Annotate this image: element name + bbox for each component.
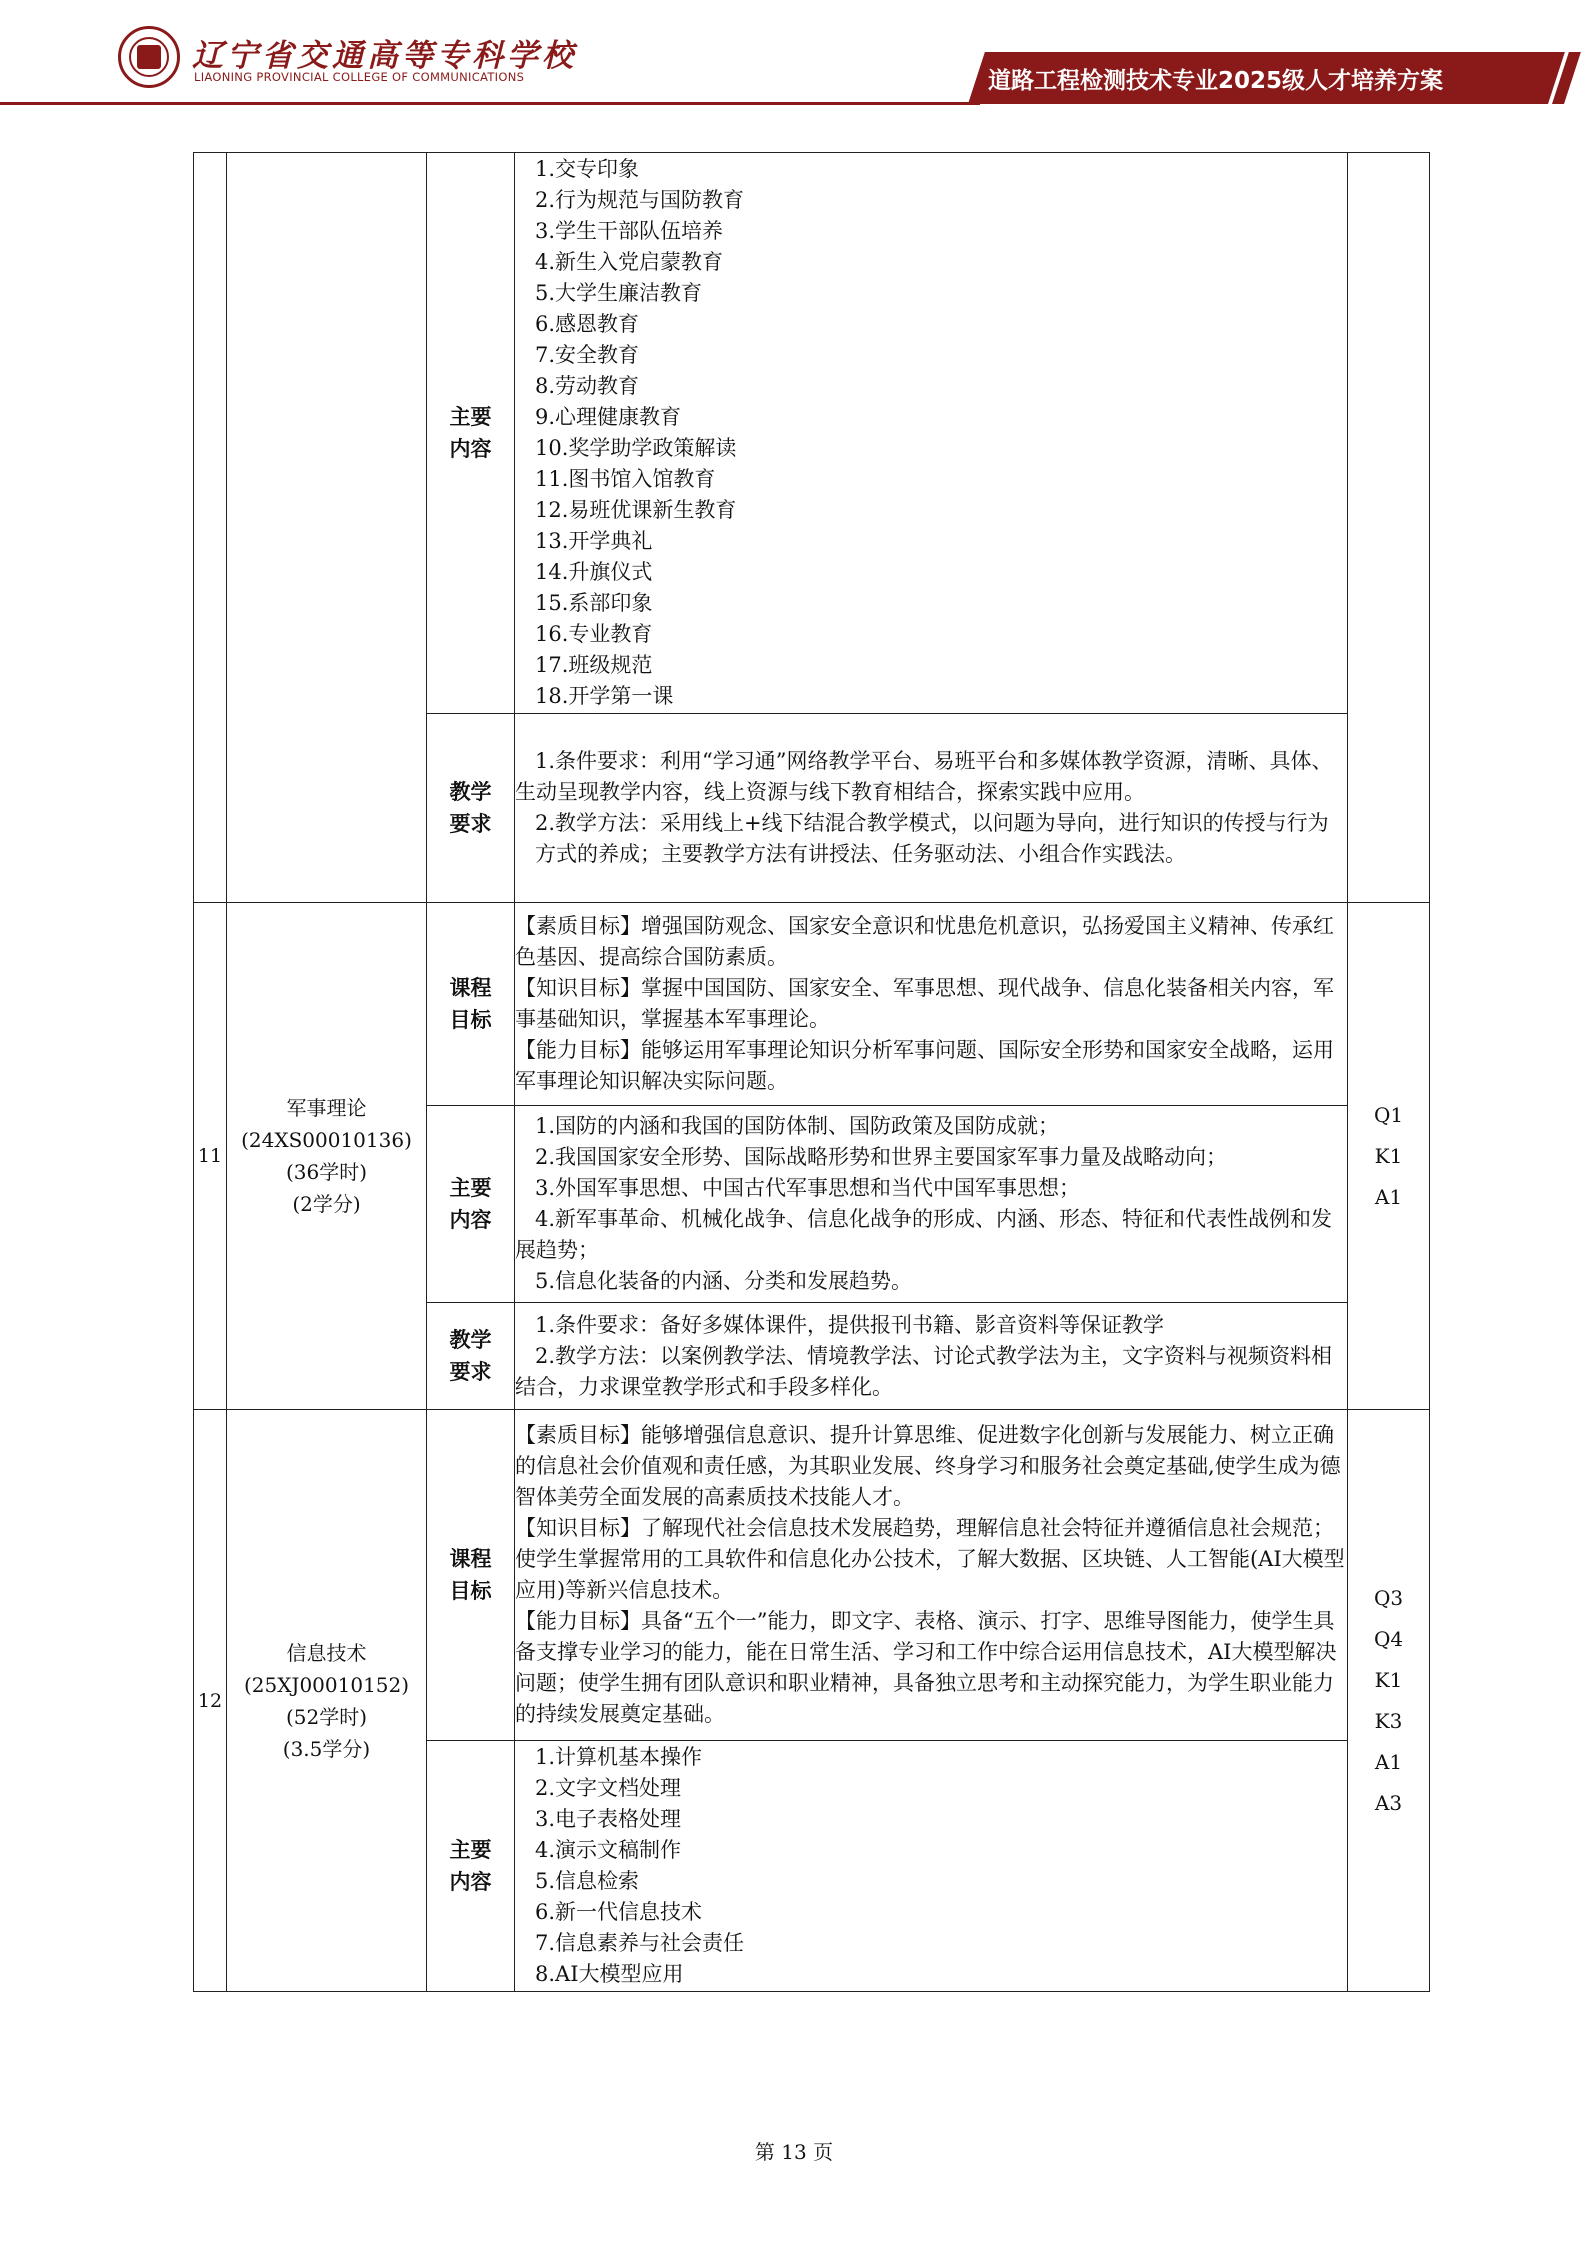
requirement-paragraph: 1.条件要求：利用“学习通”网络教学平台、易班平台和多媒体教学资源，清晰、具体、生动呈现教学内容，线上资源与线下教育相结合，探索实践中应用。: [515, 749, 1333, 804]
list-item: 17.班级规范: [535, 653, 653, 677]
list-item: 3.学生干部队伍培养: [535, 219, 724, 243]
goal-text: [515, 1410, 1348, 1741]
ability-code: Q3: [1373, 1585, 1404, 1610]
table-row: [194, 903, 1430, 1106]
list-item: 5.信息化装备的内涵、分类和发展趋势。: [535, 1269, 913, 1293]
content-label: 主要 内容: [427, 153, 515, 714]
school-name-en: LIAONING PROVINCIAL COLLEGE OF COMMUNICATIONS: [194, 70, 525, 84]
page-header: [0, 0, 1588, 110]
course-number: 12: [194, 1410, 227, 1992]
course-number: 11: [194, 903, 227, 1410]
list-item: 14.升旗仪式: [535, 560, 653, 584]
ability-codes: [1348, 1410, 1430, 1992]
requirement-paragraph: 2.教学方法：以案例教学法、情境教学法、讨论式教学法为主，文字资料与视频资料相结合，力求课堂教学形式和手段多样化。: [515, 1343, 1333, 1399]
codes-cell: [1348, 153, 1430, 903]
ability-code: K3: [1374, 1708, 1403, 1733]
ability-code: Q1: [1373, 1102, 1404, 1127]
goal-label: 课程 目标: [427, 1410, 515, 1741]
requirement-text: [515, 714, 1348, 903]
course-hours: (52学时): [285, 1704, 368, 1729]
list-item: 2.行为规范与国防教育: [535, 188, 745, 212]
curriculum-table: [193, 152, 1430, 1992]
course-info: [227, 1410, 427, 1992]
header-rule: [0, 102, 980, 105]
page-number: 第 13 页: [754, 2140, 834, 2164]
goal-paragraph: 【能力目标】能够运用军事理论知识分析军事问题、国际安全形势和国家安全战略，运用军事理论知识解决实际问题。: [515, 1038, 1334, 1093]
content-label: 主要 内容: [427, 1106, 515, 1303]
list-item: 8.劳动教育: [535, 374, 640, 398]
list-item: 3.电子表格处理: [535, 1807, 682, 1831]
course-credits: (2学分): [292, 1192, 361, 1216]
ability-code: A1: [1374, 1749, 1403, 1774]
list-item: 2.我国国家安全形势、国际战略形势和世界主要国家军事力量及战略动向；: [535, 1145, 1228, 1169]
list-item: 1.计算机基本操作: [535, 1745, 703, 1769]
ability-code: K1: [1374, 1143, 1403, 1168]
list-item: 9.心理健康教育: [535, 405, 682, 429]
list-item: 5.大学生廉洁教育: [535, 281, 703, 305]
list-item: 13.开学典礼: [535, 529, 653, 553]
requirement-paragraph: 2.教学方法：采用线上+线下结混合教学模式，以问题为导向，进行知识的传授与行为方式的养成；主要教学方法有讲授法、任务驱动法、小组合作实践法。: [535, 811, 1329, 866]
goal-label: 课程 目标: [427, 903, 515, 1106]
list-item: 3.外国军事思想、中国古代军事思想和当代中国军事思想；: [535, 1176, 1081, 1200]
ability-code: Q4: [1373, 1626, 1404, 1651]
table-row: [194, 153, 1430, 714]
school-name-cn: 辽宁省交通高等专科学校: [192, 38, 577, 74]
list-item: 4.新生入党启蒙教育: [535, 250, 724, 274]
course-name: 军事理论: [286, 1096, 367, 1120]
course-code: (24XS00010136): [241, 1128, 412, 1152]
list-item: 2.文字文档处理: [535, 1776, 682, 1800]
content-list: [515, 153, 1348, 714]
content-list: [515, 1106, 1348, 1303]
list-item: 7.信息素养与社会责任: [535, 1931, 745, 1955]
list-item: 1.交专印象: [535, 157, 640, 181]
list-item: 1.国防的内涵和我国的国防体制、国防政策及国防成就；: [535, 1114, 1060, 1138]
course-hours: (36学时): [285, 1160, 368, 1184]
ability-code: A3: [1374, 1790, 1403, 1815]
list-item: 11.图书馆入馆教育: [535, 467, 716, 491]
table-row: [194, 1410, 1430, 1741]
list-item: 12.易班优课新生教育: [535, 498, 737, 522]
list-item: 8.AI大模型应用: [535, 1962, 684, 1986]
requirement-label: 教学 要求: [427, 714, 515, 903]
course-code: (25XJ00010152): [243, 1672, 410, 1697]
course-cell: [227, 153, 427, 903]
num-cell: [194, 153, 227, 903]
list-item: 18.开学第一课: [535, 684, 674, 708]
list-item: 4.演示文稿制作: [535, 1838, 682, 1862]
course-info: [227, 903, 427, 1410]
goal-text: [515, 903, 1348, 1106]
requirement-label: 教学 要求: [427, 1303, 515, 1410]
content-list: [515, 1741, 1348, 1992]
goal-paragraph: 【知识目标】了解现代社会信息技术发展趋势，理解信息社会特征并遵循信息社会规范；使学生掌握常用的工具软件和信息化办公技术，了解大数据、区块链、人工智能(AI大模型应用)等新兴信息技术。: [515, 1516, 1345, 1602]
list-item: 4.新军事革命、机械化战争、信息化战争的形成、内涵、形态、特征和代表性战例和发展趋势；: [515, 1207, 1333, 1262]
ability-codes: [1348, 903, 1430, 1410]
ability-code: A1: [1374, 1184, 1403, 1209]
list-item: 15.系部印象: [535, 591, 653, 615]
course-credits: (3.5学分): [282, 1736, 371, 1761]
list-item: 16.专业教育: [535, 622, 653, 646]
document-title: 道路工程检测技术专业2025级人才培养方案: [988, 68, 1444, 94]
list-item: 5.信息检索: [535, 1869, 640, 1893]
goal-paragraph: 【素质目标】增强国防观念、国家安全意识和忧患危机意识，弘扬爱国主义精神、传承红色基因、提高综合国防素质。: [515, 914, 1334, 969]
ability-code: K1: [1374, 1667, 1403, 1692]
goal-paragraph: 【素质目标】能够增强信息意识、提升计算思维、促进数字化创新与发展能力、树立正确的信息社会价值观和责任感，为其职业发展、终身学习和服务社会奠定基础,使学生成为德智体美劳全面发展的高素质技术技能人才。: [515, 1423, 1341, 1509]
list-item: 10.奖学助学政策解读: [535, 436, 737, 460]
course-name: 信息技术: [286, 1640, 367, 1665]
list-item: 6.感恩教育: [535, 312, 640, 336]
goal-paragraph: 【知识目标】掌握中国国防、国家安全、军事思想、现代战争、信息化装备相关内容，军事基础知识，掌握基本军事理论。: [515, 976, 1334, 1031]
list-item: 6.新一代信息技术: [535, 1900, 703, 1924]
list-item: 7.安全教育: [535, 343, 640, 367]
school-seal-icon: [118, 26, 180, 88]
goal-paragraph: 【能力目标】具备“五个一”能力，即文字、表格、演示、打字、思维导图能力，使学生具备支撑专业学习的能力，能在日常生活、学习和工作中综合运用信息技术，AI大模型解决问题；使学生拥有团队意识和职业精神，具备独立思考和主动探究能力，为学生职业能力的持续发展奠定基础。: [515, 1609, 1337, 1726]
requirement-paragraph: 1.条件要求：备好多媒体课件，提供报刊书籍、影音资料等保证教学: [535, 1312, 1165, 1337]
content-label: 主要 内容: [427, 1741, 515, 1992]
requirement-text: [515, 1303, 1348, 1410]
